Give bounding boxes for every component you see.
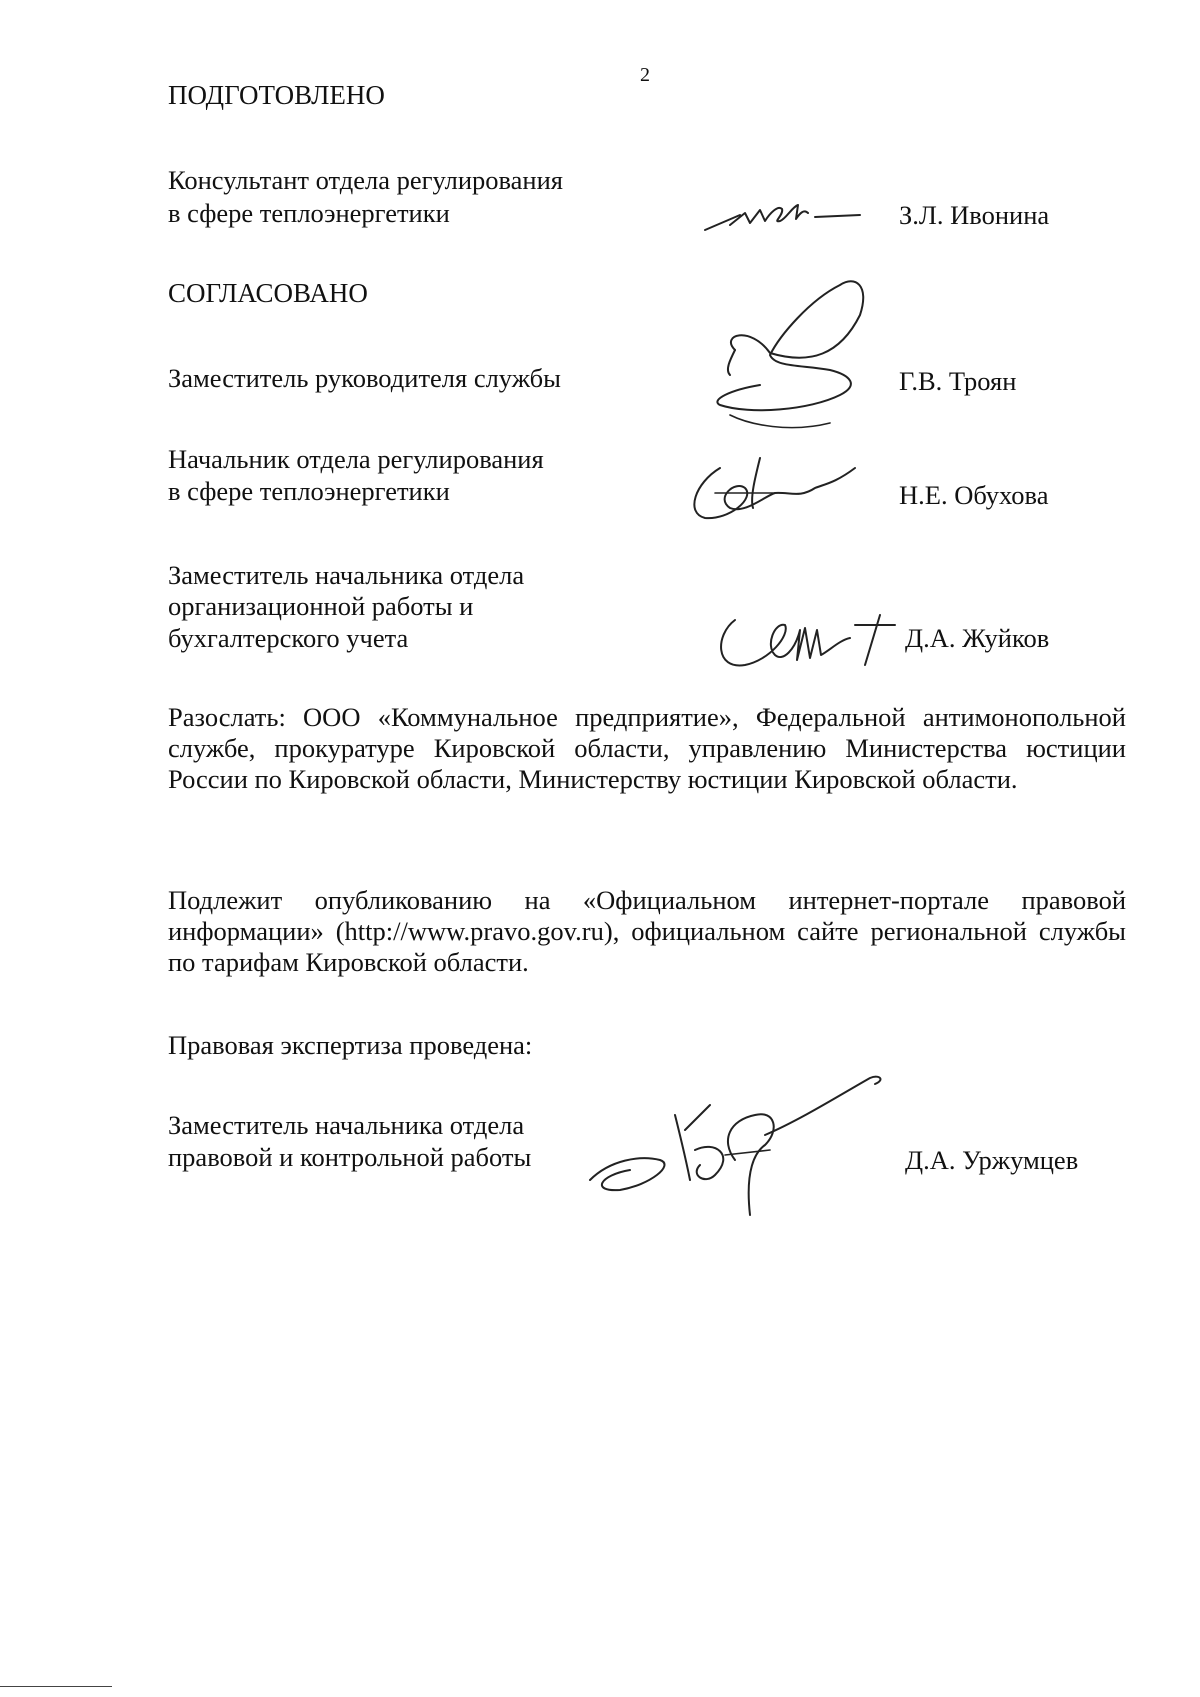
signature-ivonina (700, 195, 880, 240)
distribution-text: Разослать: ООО «Коммунальное предприятие», Федеральной антимонопольной службе, прокуратуре Кировской области, управлению Министерства юстиции России по Кировской области, Министерству юстиции Кировской области. (168, 702, 1126, 794)
signer-3-position-line-1: Заместитель начальника отдела (168, 560, 525, 590)
signature-obukhova (675, 448, 870, 528)
signature-urzhumtsev (580, 1060, 910, 1220)
agreed-heading: СОГЛАСОВАНО (168, 278, 368, 308)
signature-zhuykov (705, 600, 935, 690)
signature-troyan (690, 275, 910, 460)
signer-3-name: Д.А. Жуйков (905, 623, 1050, 653)
signer-2-name: Н.Е. Обухова (899, 480, 1049, 510)
footer-rule (0, 1686, 112, 1687)
signer-2-position-line-2: в сфере теплоэнергетики (168, 476, 450, 506)
page-number: 2 (640, 64, 650, 86)
legal-review-position-line-1: Заместитель начальника отдела (168, 1110, 525, 1140)
legal-review-heading: Правовая экспертиза проведена: (168, 1030, 533, 1060)
signer-2-position-line-1: Начальник отдела регулирования (168, 444, 544, 474)
legal-review-name: Д.А. Уржумцев (905, 1145, 1079, 1175)
prepared-position-line-2: в сфере теплоэнергетики (168, 198, 450, 228)
signer-1-name: Г.В. Троян (899, 366, 1017, 396)
signer-3-position-line-2: организационной работы и (168, 591, 474, 621)
signer-3-position-line-3: бухгалтерского учета (168, 623, 409, 653)
prepared-name: З.Л. Ивонина (899, 200, 1050, 230)
prepared-heading: ПОДГОТОВЛЕНО (168, 80, 385, 110)
prepared-position-line-1: Консультант отдела регулирования (168, 165, 563, 195)
signer-1-position: Заместитель руководителя службы (168, 363, 561, 393)
publication-text: Подлежит опубликованию на «Официальном интернет-портале правовой информации» (http://www.pravo.gov.ru), официальном сайте региональной службы по тарифам Кировской области. (168, 885, 1126, 977)
legal-review-position-line-2: правовой и контрольной работы (168, 1142, 532, 1172)
